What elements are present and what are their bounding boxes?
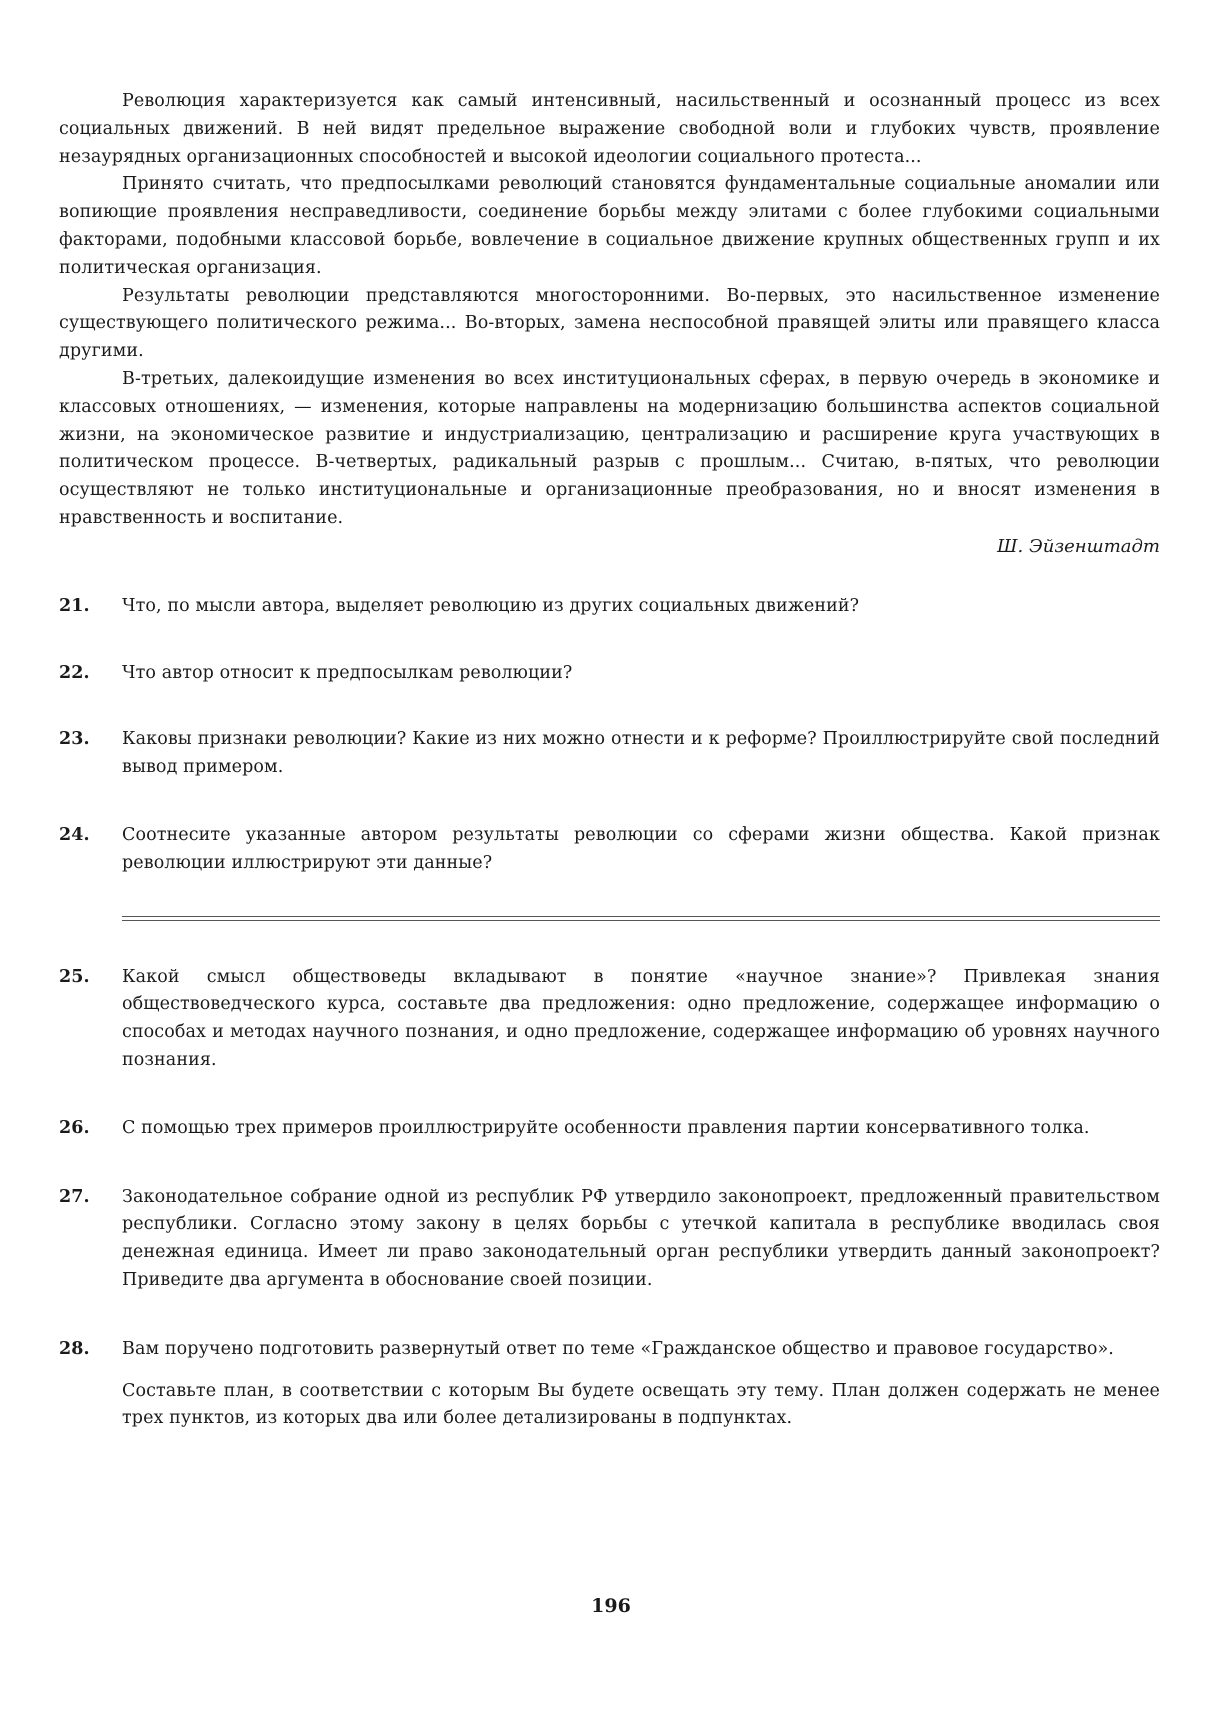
passage-author: Ш. Эйзенштадт (996, 535, 1160, 557)
question-text: Что, по мысли автора, выделяет революцию из других социальных движений? (122, 595, 860, 616)
question-27 (59, 1184, 1160, 1295)
question-number: 23. (59, 729, 90, 750)
question-instructions: Составьте план, в соответствии с которым Вы будете освещать эту тему. План должен содержать не менее трех пунктов, из которых два или более детализированы в подпунктах. (122, 1380, 1160, 1429)
passage-paragraph: Революция характеризуется как самый интенсивный, насильственный и осознанный процесс из всех социальных движений. В ней видят предельное выражение свободной воли и глубоких чувств, проявление незаурядных организационных способностей и высокой идеологии социального протеста... (59, 91, 1160, 167)
question-number: 25. (59, 966, 90, 987)
page-number: 196 (591, 1595, 631, 1617)
question-text: Вам поручено подготовить развернутый ответ по теме «Гражданское общество и правовое государство». (122, 1338, 1114, 1359)
question-number: 21. (59, 595, 90, 616)
passage-paragraph: Принято считать, что предпосылками революций становятся фундаментальные социальные аномалии или вопиющие проявления несправедливости, соединение борьбы между элитами с более глубокими социальными факторами, подобными классовой борьбе, вовлечение в социальное движение крупных общественных групп и их политическая организация. (59, 174, 1160, 278)
question-number: 24. (59, 824, 90, 845)
question-text: Какой смысл обществоведы вкладывают в понятие «научное знание»? Привлекая знания обществоведческого курса, составьте два предложения: одно предложение, содержащее информацию о способах и методах научного познания, и одно предложение, содержащее информацию об уровнях научного познания. (122, 966, 1160, 1070)
passage-paragraph: Результаты революции представляются многосторонними. Во-первых, это насильственное изменение существующего политического режима... Во-вторых, замена неспособной правящей элиты или правящего класса другими. (59, 285, 1160, 362)
question-number: 28. (59, 1338, 90, 1359)
question-text: С помощью трех примеров проиллюстрируйте особенности правления партии консервативного толка. (122, 1117, 1090, 1138)
question-list (59, 593, 1160, 1433)
question-21 (59, 593, 1160, 621)
question-text: Соотнесите указанные автором результаты революции со сферами жизни общества. Какой признак революции иллюстрируют эти данные? (122, 824, 1160, 873)
question-24 (59, 822, 1160, 878)
question-28 (59, 1336, 1160, 1433)
page-content (59, 88, 1160, 1433)
passage-paragraph: В-третьих, далекоидущие изменения во всех институциональных сферах, в первую очередь в экономике и классовых отношениях, — изменения, которые направлены на модернизацию большинства аспектов социальной жизни, на экономическое развитие и индустриализацию, централизацию и расширение круга участвующих в политическом процессе. В-четвертых, радикальный разрыв с прошлым... Считаю, в-пятых, что революции осуществляют не только институциональные и организационные преобразования, но и вносят изменения в нравственность и воспитание. (59, 368, 1160, 528)
question-text: Каковы признаки революции? Какие из них можно отнести и к реформе? Проиллюстрируйте свой последний вывод примером. (122, 729, 1160, 778)
question-number: 27. (59, 1186, 90, 1207)
question-25 (59, 964, 1160, 1075)
question-26 (59, 1115, 1160, 1143)
question-text: Что автор относит к предпосылкам революции? (122, 662, 573, 683)
question-number: 26. (59, 1117, 90, 1138)
question-23 (59, 726, 1160, 782)
question-text: Законодательное собрание одной из республик РФ утвердило законопроект, предложенный правительством республики. Согласно этому закону в целях борьбы с утечкой капитала в республике вводилась своя денежная единица. Имеет ли право законодательный орган республики утвердить данный законопроект? Приведите два аргумента в обоснование своей позиции. (122, 1186, 1160, 1290)
source-passage (59, 88, 1160, 560)
question-22 (59, 660, 1160, 688)
question-number: 22. (59, 662, 90, 683)
